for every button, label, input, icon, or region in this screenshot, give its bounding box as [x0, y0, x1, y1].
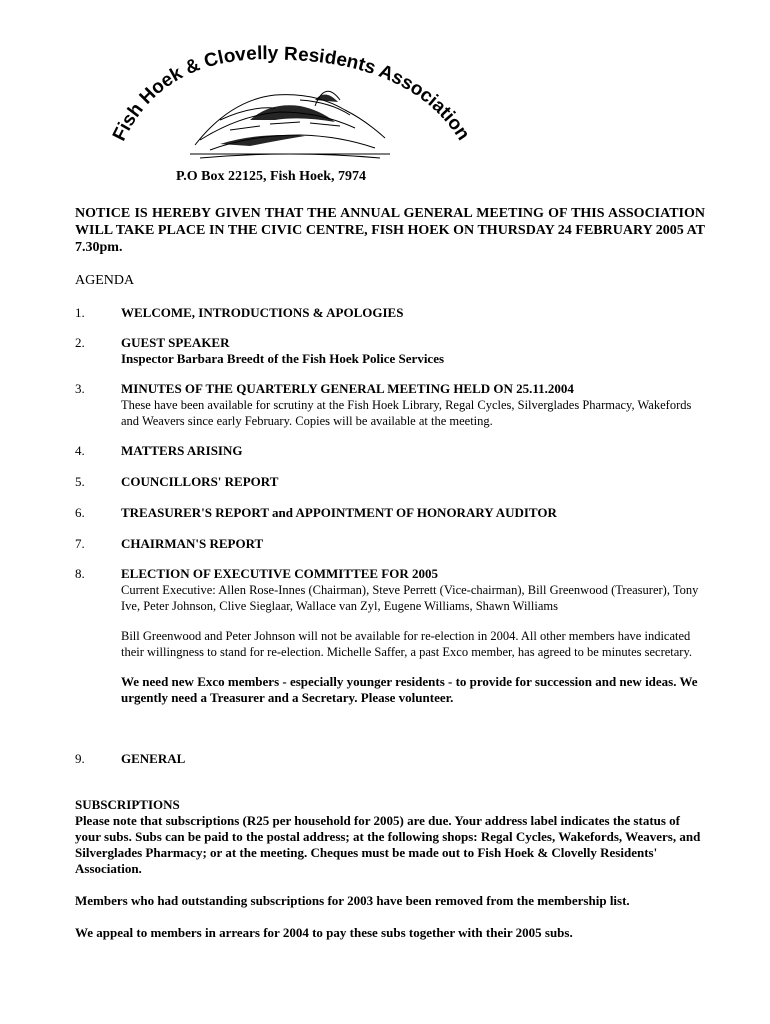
- agenda-item-title: ELECTION OF EXECUTIVE COMMITTEE FOR 2005: [121, 566, 438, 581]
- agenda-item-title: WELCOME, INTRODUCTIONS & APOLOGIES: [121, 305, 404, 320]
- logo-text: Fish Hoek & Clovelly Residents Association: [108, 43, 474, 145]
- agenda-item-title: COUNCILLORS' REPORT: [121, 474, 279, 489]
- subscriptions-paragraph-2: Members who had outstanding subscriptions for 2003 have been removed from the membership list.: [75, 893, 630, 908]
- agenda-item-number: 9.: [75, 751, 85, 766]
- volunteer-appeal: We need new Exco members - especially younger residents - to provide for succession and new ideas. We urgently need a Treasurer and a Secretary. Please volunteer.: [121, 674, 698, 705]
- agenda-item-title: MATTERS ARISING: [121, 443, 243, 458]
- agenda-item-number: 3.: [75, 381, 85, 396]
- current-executive-list: Current Executive: Allen Rose-Innes (Chairman), Steve Perrett (Vice-chairman), Bill Greenwood (Treasurer), Tony Ive, Peter Johnson, Clive Sieglaar, Wallace van Zyl, Eugene Williams, Shawn Williams: [121, 583, 699, 613]
- subscriptions-paragraph-3: We appeal to members in arrears for 2004 to pay these subs together with their 2005 subs.: [75, 925, 573, 940]
- subscriptions-heading: SUBSCRIPTIONS: [75, 797, 180, 812]
- agenda-item-number: 1.: [75, 305, 85, 320]
- agenda-heading: AGENDA: [75, 273, 135, 288]
- agenda-item-title: GENERAL: [121, 751, 186, 766]
- association-logo: [100, 40, 480, 170]
- agenda-item-number: 6.: [75, 505, 85, 520]
- subscriptions-paragraph-1: Please note that subscriptions (R25 per household for 2005) are due. Your address label indicates the status of your subs. Subs can be paid to the postal address; at the following shops: Regal Cycles, Wakefords, Weavers, and Silverglades Pharmacy; or at the meeting. Cheques must be made out to Fish Hoek & Clovelly Residents' Association.: [75, 813, 701, 876]
- agenda-item-number: 2.: [75, 335, 85, 350]
- agenda-item-number: 7.: [75, 536, 85, 551]
- re-election-note: Bill Greenwood and Peter Johnson will not be available for re-election in 2004. All other members have indicated their willingness to stand for re-election. Michelle Saffer, a past Exco member, has agreed to be minutes secretary.: [121, 629, 693, 659]
- agenda-item-title: MINUTES OF THE QUARTERLY GENERAL MEETING HELD ON 25.11.2004: [121, 381, 574, 396]
- svg-text:Fish Hoek & Clovelly Residents: [109, 43, 474, 144]
- minutes-description: These have been available for scrutiny at the Fish Hoek Library, Regal Cycles, Silverglades Pharmacy, Wakefords and Weavers since early February. Copies will be available at the meeting.: [121, 398, 692, 428]
- agenda-item-number: 8.: [75, 566, 85, 581]
- agenda-item-number: 5.: [75, 474, 85, 489]
- po-box-address: P.O Box 22125, Fish Hoek, 7974: [176, 169, 367, 184]
- meeting-notice: NOTICE IS HEREBY GIVEN THAT THE ANNUAL GENERAL MEETING OF THIS ASSOCIATION WILL TAKE PLACE IN THE CIVIC CENTRE, FISH HOEK ON THURSDAY 24 FEBRUARY 2005 AT 7.30pm.: [75, 206, 705, 255]
- agenda-item-title: TREASURER'S REPORT and APPOINTMENT OF HONORARY AUDITOR: [121, 505, 557, 520]
- agenda-item-title: GUEST SPEAKER: [121, 335, 230, 350]
- agenda-item-title: CHAIRMAN'S REPORT: [121, 536, 264, 551]
- agenda-item-number: 4.: [75, 443, 85, 458]
- subscriptions-section: [75, 797, 705, 941]
- guest-speaker-name: Inspector Barbara Breedt of the Fish Hoek Police Services: [121, 351, 445, 366]
